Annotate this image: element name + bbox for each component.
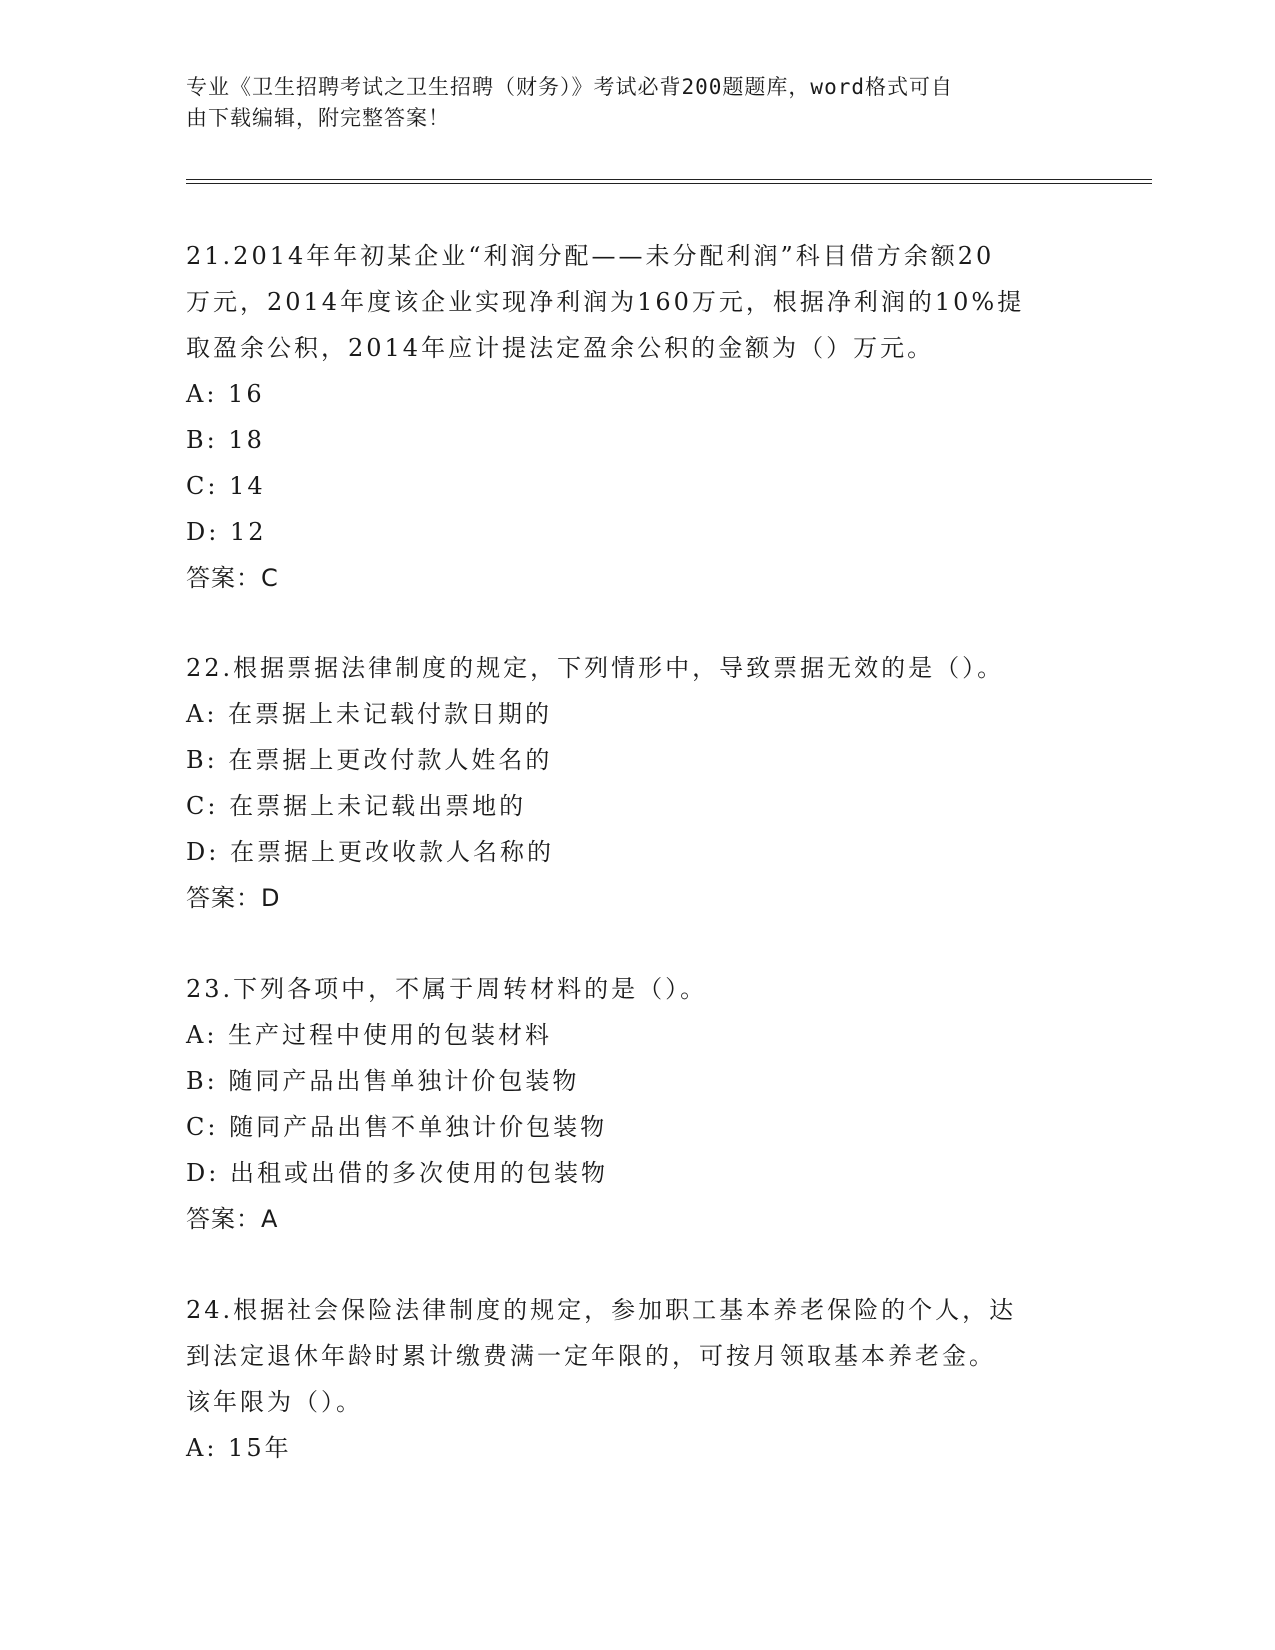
option-c: C: 14 bbox=[186, 472, 266, 500]
question-stem-line: 该年限为（）。 bbox=[186, 1388, 363, 1416]
question-24 bbox=[186, 1287, 1086, 1471]
document-header bbox=[186, 72, 1066, 134]
question-stem-line: 22.根据票据法律制度的规定，下列情形中，导致票据无效的是（）。 bbox=[186, 654, 1005, 682]
header-line-1: 专业《卫生招聘考试之卫生招聘（财务）》考试必背200题题库，word格式可自 bbox=[186, 75, 953, 99]
question-stem-line: 到法定退休年龄时累计缴费满一定年限的，可按月领取基本养老金。 bbox=[186, 1342, 996, 1370]
option-b: B: 随同产品出售单独计价包装物 bbox=[186, 1067, 580, 1095]
question-22 bbox=[186, 645, 1086, 921]
option-a: A: 在票据上未记载付款日期的 bbox=[186, 700, 553, 728]
option-a: A: 15年 bbox=[186, 1434, 292, 1462]
question-23 bbox=[186, 966, 1086, 1242]
option-a: A: 生产过程中使用的包装材料 bbox=[186, 1021, 553, 1049]
option-d: D: 12 bbox=[186, 518, 267, 546]
question-stem-line: 21.2014年年初某企业“利润分配——未分配利润”科目借方余额20 bbox=[186, 242, 995, 270]
answer-line: 答案：A bbox=[186, 1205, 279, 1233]
question-stem-line: 万元，2014年度该企业实现净利润为160万元，根据净利润的10%提 bbox=[186, 288, 1025, 316]
header-divider-bottom bbox=[186, 183, 1152, 184]
question-21 bbox=[186, 233, 1086, 601]
header-line-2: 由下载编辑，附完整答案！ bbox=[186, 106, 450, 130]
option-b: B: 在票据上更改付款人姓名的 bbox=[186, 746, 553, 774]
option-c: C: 随同产品出售不单独计价包装物 bbox=[186, 1113, 608, 1141]
option-a: A: 16 bbox=[186, 380, 265, 408]
option-c: C: 在票据上未记载出票地的 bbox=[186, 792, 527, 820]
answer-line: 答案：C bbox=[186, 564, 279, 592]
header-divider-top bbox=[186, 179, 1152, 180]
option-b: B: 18 bbox=[186, 426, 265, 454]
answer-line: 答案：D bbox=[186, 884, 281, 912]
question-stem-line: 取盈余公积，2014年应计提法定盈余公积的金额为（）万元。 bbox=[186, 334, 935, 362]
question-stem-line: 24.根据社会保险法律制度的规定，参加职工基本养老保险的个人，达 bbox=[186, 1296, 1017, 1324]
question-stem-line: 23.下列各项中，不属于周转材料的是（）。 bbox=[186, 975, 708, 1003]
option-d: D: 出租或出借的多次使用的包装物 bbox=[186, 1159, 608, 1187]
option-d: D: 在票据上更改收款人名称的 bbox=[186, 838, 554, 866]
